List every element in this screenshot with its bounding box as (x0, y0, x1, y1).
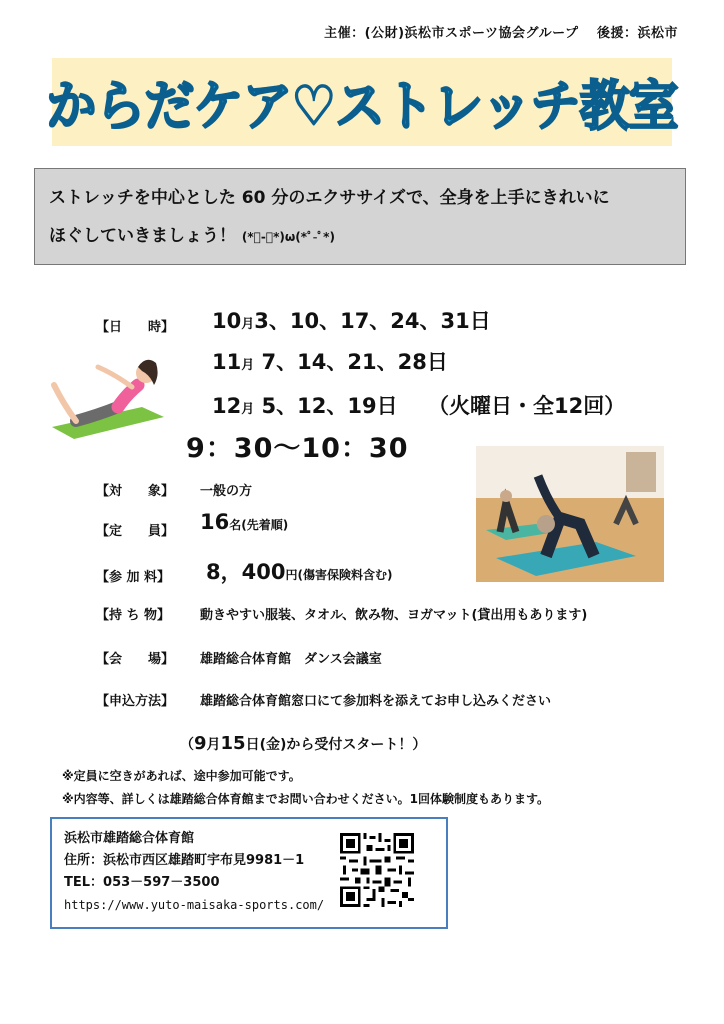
target-value: 一般の方 (200, 484, 253, 499)
fee-label: 【参 加 料】 (96, 570, 171, 585)
date-line-nov (212, 346, 448, 376)
qr-code[interactable] (340, 833, 414, 907)
intro-line-1: ストレッチを中心とした 60 分のエクササイズで、全身を上手にきれいに (49, 188, 610, 208)
capacity-unit: 名(先着順) (229, 518, 289, 532)
target-label: 【対 象】 (96, 484, 175, 499)
class-time: 9：30～10：30 (186, 433, 409, 464)
start-day: 15 (220, 733, 246, 754)
kaomoji: (*ﾟ-ﾟ*)ω(*ﾟ-ﾟ*) (241, 230, 335, 244)
fee-amount: 8，400 (206, 560, 286, 584)
start-open: （ (180, 737, 194, 753)
capacity-number: 16 (200, 510, 230, 534)
fee-unit: 円(傷害保険料含む) (285, 568, 393, 582)
intro-box (34, 168, 686, 265)
dec-unit: 月 (241, 402, 255, 417)
date-line-dec (212, 390, 398, 420)
items-label: 【持 ち 物】 (96, 608, 171, 623)
note-2: ※内容等、詳しくは雄踏総合体育館までお問い合わせください。1回体験制度もあります。 (62, 792, 550, 806)
fee-value (206, 556, 392, 586)
oct-days: 3、10、17、24、31日 (254, 309, 491, 333)
registration-start (180, 733, 426, 754)
start-tail: から受付スタート！） (286, 737, 427, 753)
page-title: からだケア♡ストレッチ教室 (46, 75, 678, 138)
start-month-unit: 月 (206, 737, 221, 753)
apply-label: 【申込方法】 (96, 694, 175, 709)
class-photo (476, 446, 664, 582)
schedule-summary: （火曜日・全12回） (428, 394, 626, 418)
nov-unit: 月 (241, 358, 255, 373)
start-month: 9 (194, 733, 207, 754)
sponsor-line: 主催：(公財)浜松市スポーツ協会グループ 後援：浜松市 (324, 26, 678, 41)
schedule-label: 【日 時】 (96, 320, 175, 335)
intro-line-2 (49, 217, 671, 256)
contact-tel: TEL：053－597－3500 (64, 875, 220, 890)
note-1: ※定員に空きがあれば、途中参加可能です。 (62, 769, 301, 783)
nov-days: 7、14、21、28日 (254, 350, 448, 374)
capacity-value (200, 510, 288, 534)
venue-value: 雄踏総合体育館 ダンス会議室 (200, 652, 382, 667)
date-line-oct (212, 305, 491, 335)
contact-address: 住所：浜松市西区雄踏町宇布見9981－1 (64, 853, 305, 868)
start-weekday: (金) (259, 737, 287, 753)
contact-name: 浜松市雄踏総合体育館 (64, 831, 195, 846)
items-value: 動きやすい服装、タオル、飲み物、ヨガマット(貸出用もあります) (200, 608, 588, 623)
venue-label: 【会 場】 (96, 652, 175, 667)
intro-line-2-text: ほぐしていきましょう！ (49, 226, 236, 246)
apply-value: 雄踏総合体育館窓口にて参加料を添えてお申し込みください (200, 694, 552, 709)
oct-unit: 月 (241, 317, 255, 332)
dec-month: 12 (212, 394, 242, 418)
start-day-unit: 日 (245, 737, 260, 753)
nov-month: 11 (212, 350, 242, 374)
stretch-illustration (46, 345, 172, 441)
dec-days: 5、12、19日 (254, 394, 398, 418)
contact-url[interactable]: https://www.yuto-maisaka-sports.com/ (64, 898, 325, 912)
capacity-label: 【定 員】 (96, 524, 175, 539)
oct-month: 10 (212, 309, 242, 333)
